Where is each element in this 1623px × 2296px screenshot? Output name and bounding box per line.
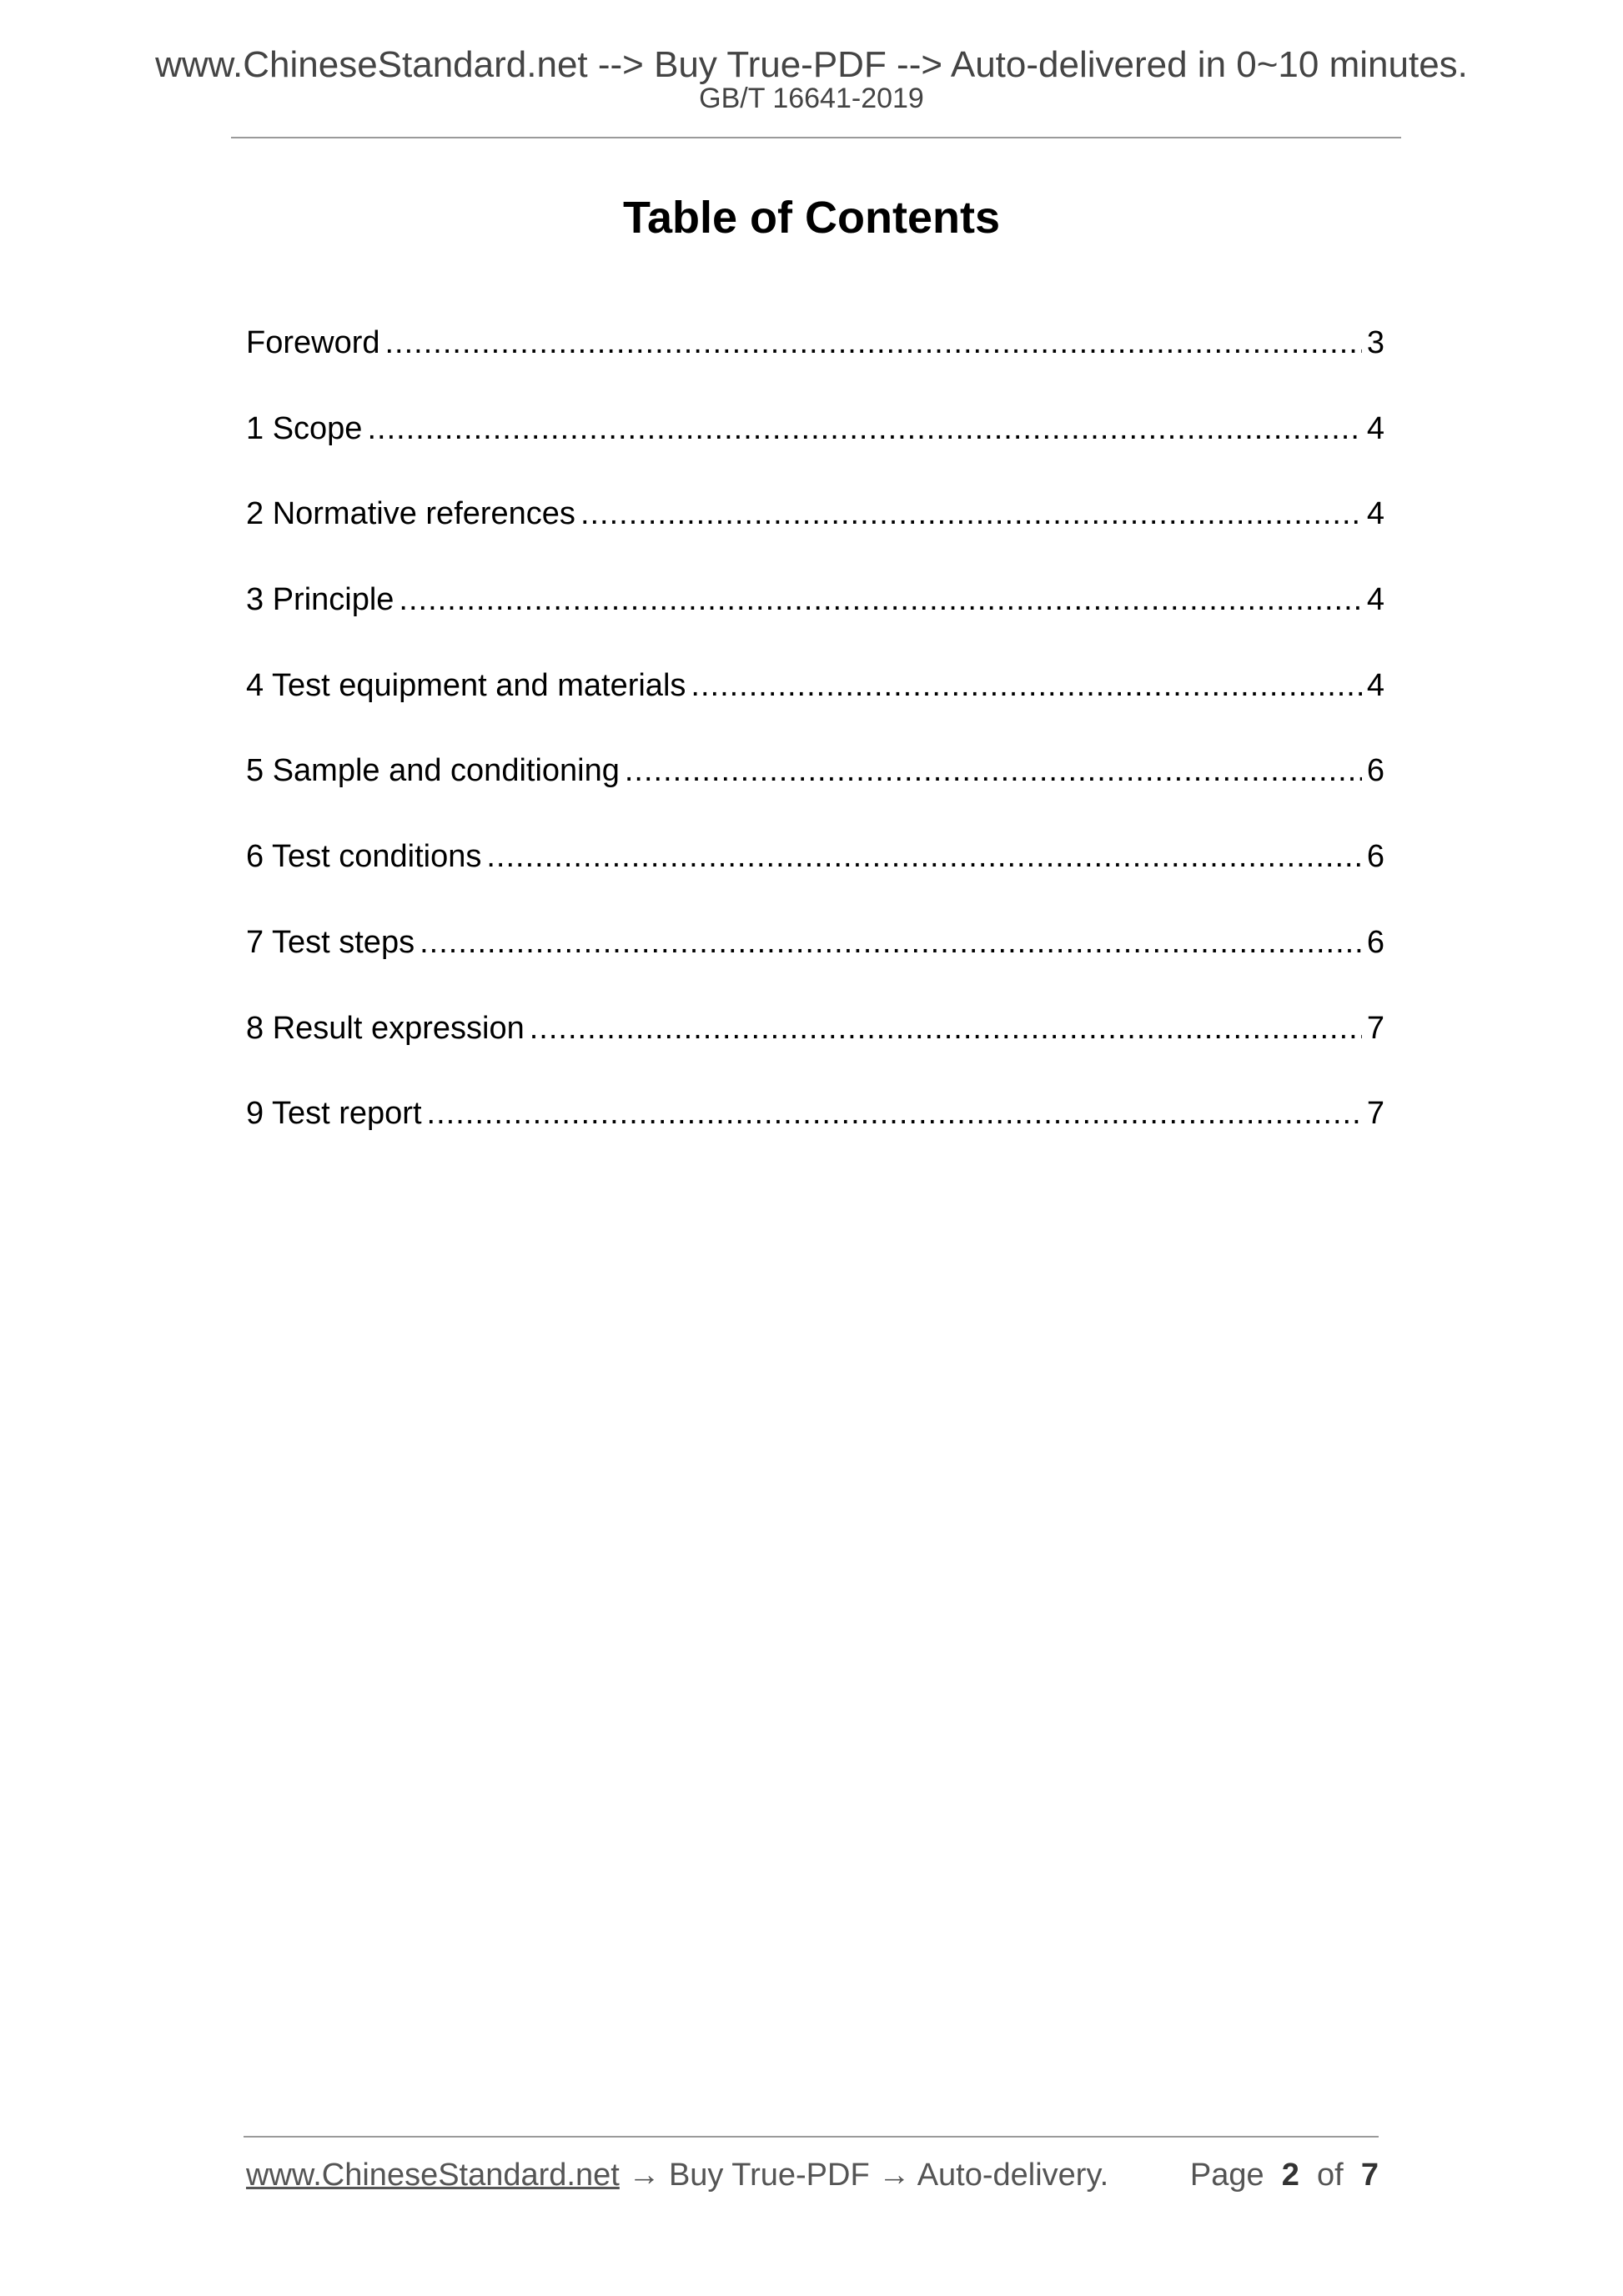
- toc-entry-label: 2 Normative references: [246, 496, 575, 532]
- toc-entry-result-expression[interactable]: [246, 1007, 1384, 1093]
- toc-leader-dots: [420, 921, 1362, 964]
- toc-entry-label: 4 Test equipment and materials: [246, 667, 686, 703]
- standard-number: GB/T 16641-2019: [699, 83, 924, 114]
- footer-tagline: → Buy True-PDF → Auto-delivery.: [619, 2158, 1109, 2193]
- toc-entry-test-report[interactable]: [246, 1092, 1384, 1178]
- toc-entry-page: 6: [1366, 839, 1384, 875]
- footer-site-link[interactable]: www.ChineseStandard.net: [246, 2158, 620, 2193]
- toc-leader-dots: [530, 1007, 1362, 1050]
- footer-left: [246, 2155, 1108, 2195]
- toc-entry-page: 4: [1366, 496, 1384, 532]
- toc-entry-label: 8 Result expression: [246, 1010, 525, 1046]
- page-counter: [1190, 2155, 1379, 2195]
- toc-entry-sample-conditioning[interactable]: [246, 749, 1384, 835]
- toc-leader-dots: [691, 664, 1361, 707]
- toc-leader-dots: [367, 407, 1361, 450]
- toc-entry-label: 3 Principle: [246, 582, 394, 618]
- footer-divider: [244, 2136, 1379, 2138]
- toc-entry-page: 7: [1366, 1010, 1384, 1046]
- toc-leader-dots: [486, 835, 1361, 878]
- toc-leader-dots: [427, 1092, 1362, 1135]
- toc-entry-principle[interactable]: [246, 578, 1384, 664]
- page-word: Page: [1189, 2158, 1264, 2193]
- toc-leader-dots: [625, 749, 1362, 792]
- header-divider: [231, 137, 1401, 138]
- current-page-number: 2: [1281, 2158, 1299, 2193]
- toc-entry-page: 4: [1366, 410, 1384, 446]
- toc-entry-page: 3: [1366, 325, 1384, 360]
- toc-entry-label: 7 Test steps: [246, 924, 415, 960]
- toc-entry-page: 6: [1366, 924, 1384, 960]
- toc-entry-label: Foreword: [246, 325, 380, 360]
- toc-entry-label: 6 Test conditions: [246, 839, 482, 875]
- toc-leader-dots: [580, 492, 1362, 535]
- toc-entry-page: 4: [1366, 667, 1384, 703]
- toc-entry-test-equipment[interactable]: [246, 664, 1384, 750]
- table-of-contents: [246, 321, 1384, 1178]
- toc-entry-page: 6: [1366, 753, 1384, 789]
- toc-entry-normative-references[interactable]: [246, 492, 1384, 578]
- toc-entry-page: 7: [1366, 1096, 1384, 1132]
- toc-entry-label: 9 Test report: [246, 1096, 422, 1132]
- toc-entry-test-conditions[interactable]: [246, 835, 1384, 921]
- toc-entry-test-steps[interactable]: [246, 921, 1384, 1007]
- toc-leader-dots: [385, 321, 1362, 364]
- toc-leader-dots: [399, 578, 1361, 621]
- toc-entry-scope[interactable]: [246, 407, 1384, 493]
- header-banner: www.ChineseStandard.net --> Buy True-PDF --> Auto-delivered in 0~10 minutes.: [155, 44, 1468, 85]
- toc-entry-page: 4: [1366, 582, 1384, 618]
- toc-entry-foreword[interactable]: [246, 321, 1384, 407]
- total-pages-number: 7: [1360, 2158, 1379, 2193]
- toc-entry-label: 1 Scope: [246, 410, 363, 446]
- toc-entry-label: 5 Sample and conditioning: [246, 753, 620, 789]
- toc-title: Table of Contents: [623, 193, 1000, 243]
- of-word: of: [1317, 2158, 1344, 2193]
